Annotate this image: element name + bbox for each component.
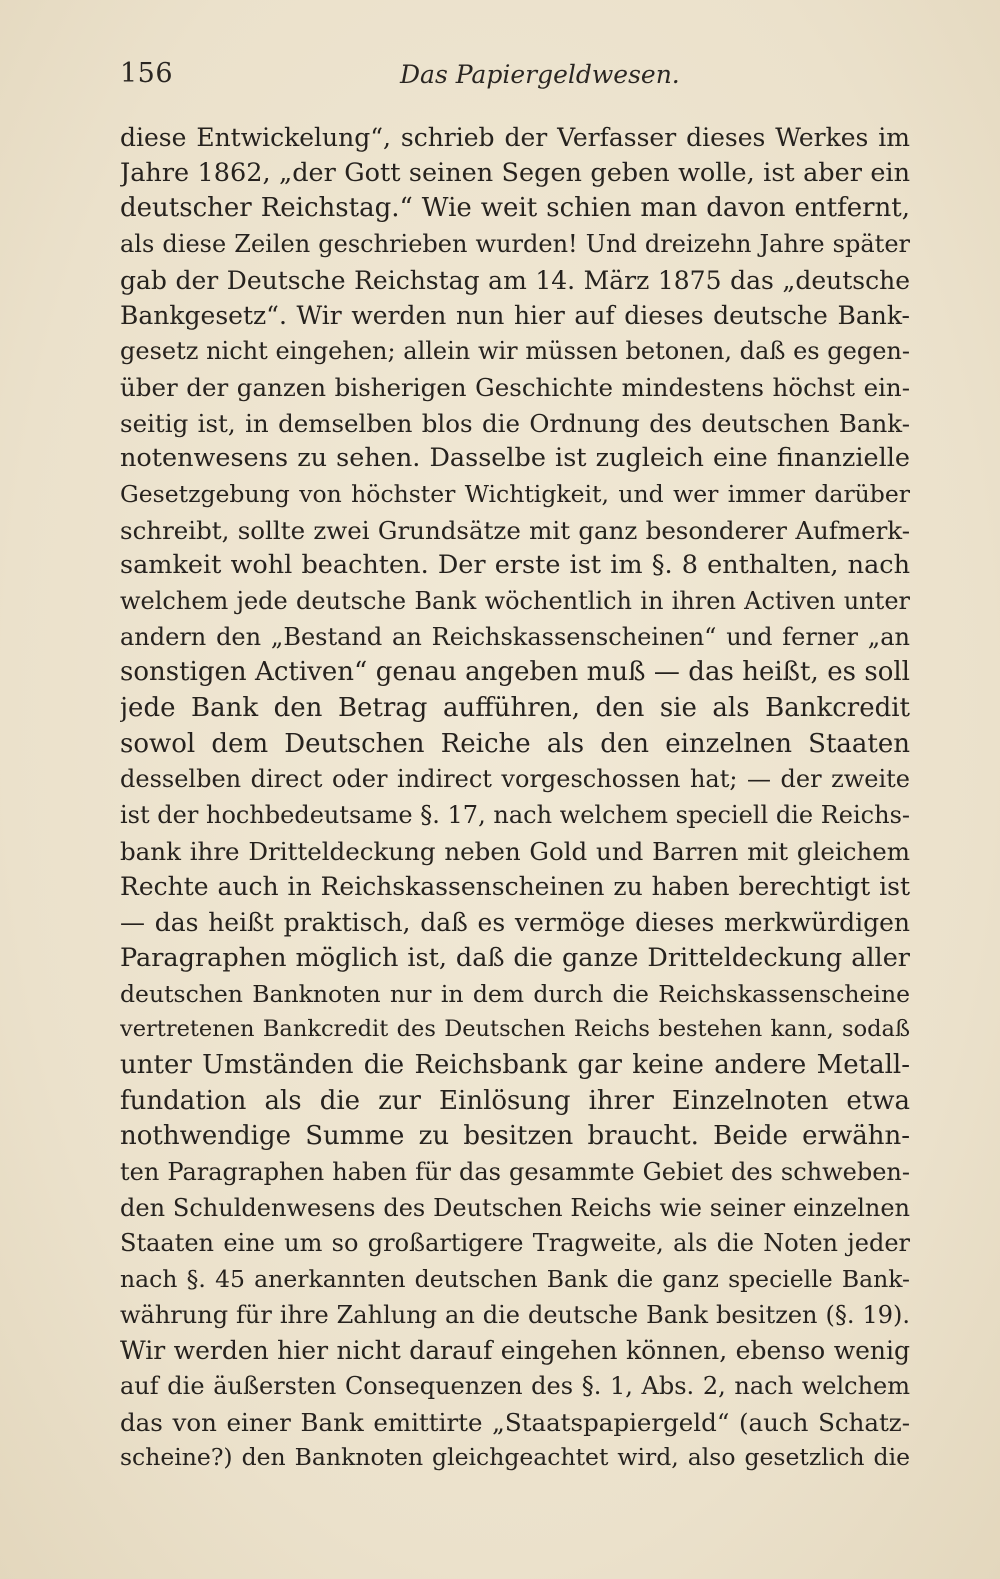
text-line: nothwendige Summe zu besitzen braucht. Beide erwähn- — [120, 1121, 910, 1152]
text-line: desselben direct oder indirect vorgeschossen hat; — der zweite — [120, 765, 910, 794]
text-line: diese Entwickelung“, schrieb der Verfasser dieses Werkes im — [120, 123, 910, 152]
text-line: gesetz nicht eingehen; allein wir müssen betonen, daß es gegen- — [120, 337, 910, 366]
text-line: den Schuldenwesens des Deutschen Reichs wie seiner einzelnen — [120, 1193, 910, 1222]
text-line: andern den „Bestand an Reichskassenscheinen“ und ferner „an — [120, 622, 910, 651]
text-line: das von einer Bank emittirte „Staatspapiergeld“ (auch Schatz- — [120, 1407, 910, 1437]
text-line: Paragraphen möglich ist, daß die ganze Dritteldeckung aller — [120, 942, 910, 973]
running-head: Das Papiergeldwesen. — [400, 60, 680, 89]
text-line: samkeit wohl beachten. Der erste ist im §. 8 enthalten, nach — [120, 550, 910, 581]
text-line: schreibt, sollte zwei Grundsätze mit ganz besonderer Aufmerk- — [120, 515, 910, 545]
text-line: vertretenen Bankcredit des Deutschen Reichs bestehen kann, sodaß — [120, 1016, 910, 1043]
text-line: Bankgesetz“. Wir werden nun hier auf dieses deutsche Bank- — [120, 301, 910, 331]
text-line: gab der Deutsche Reichstag am 14. März 1875 das „deutsche — [120, 265, 910, 295]
text-line: scheine?) den Banknoten gleichgeachtet wird, also gesetzlich die — [120, 1443, 910, 1472]
text-line: seitig ist, in demselben blos die Ordnung des deutschen Bank- — [120, 408, 910, 438]
text-line: deutscher Reichstag.“ Wie weit schien man davon entfernt, — [120, 193, 910, 224]
text-line: Wir werden hier nicht darauf eingehen können, ebenso wenig — [120, 1336, 910, 1366]
text-line: unter Umständen die Reichsbank gar keine andere Metall- — [120, 1049, 910, 1080]
text-line: Jahre 1862, „der Gott seinen Segen geben wolle, ist aber ein — [120, 157, 910, 188]
text-line: jede Bank den Betrag aufführen, den sie als Bankcredit — [120, 693, 910, 723]
text-line: bank ihre Dritteldeckung neben Gold und Barren mit gleichem — [120, 836, 910, 866]
page-number: 156 — [120, 58, 174, 89]
text-line: welchem jede deutsche Bank wöchentlich in ihren Activen unter — [120, 586, 910, 615]
body-text — [120, 120, 910, 1476]
text-line: ten Paragraphen haben für das gesammte Gebiet des schweben- — [120, 1157, 910, 1186]
text-line: als diese Zeilen geschrieben wurden! Und dreizehn Jahre später — [120, 230, 910, 259]
text-line: Gesetzgebung von höchster Wichtigkeit, und wer immer darüber — [120, 479, 910, 508]
text-line: notenwesens zu sehen. Dasselbe ist zugleich eine finanzielle — [120, 443, 910, 474]
text-line: auf die äußersten Consequenzen des §. 1, Abs. 2, nach welchem — [120, 1372, 910, 1401]
text-line: sowol dem Deutschen Reiche als den einzelnen Staaten — [120, 728, 910, 759]
text-line: ist der hochbedeutsame §. 17, nach welchem speciell die Reichs- — [120, 801, 910, 830]
text-line: fundation als die zur Einlösung ihrer Einzelnoten etwa — [120, 1085, 910, 1116]
text-line: Staaten eine um so großartigere Tragweite, als die Noten jeder — [120, 1229, 910, 1258]
text-line: deutschen Banknoten nur in dem durch die Reichskassenscheine — [120, 979, 910, 1008]
text-line: sonstigen Activen“ genau angeben muß — das heißt, es soll — [120, 657, 910, 688]
text-line: nach §. 45 anerkannten deutschen Bank die ganz specielle Bank- — [120, 1265, 910, 1293]
page-header — [120, 58, 910, 98]
text-line: währung für ihre Zahlung an die deutsche Bank besitzen (§. 19). — [120, 1300, 910, 1329]
text-line: — das heißt praktisch, daß es vermöge dieses merkwürdigen — [120, 908, 910, 938]
text-line: über der ganzen bisherigen Geschichte mindestens höchst ein- — [120, 372, 910, 402]
text-line: Rechte auch in Reichskassenscheinen zu haben berechtigt ist — [120, 872, 910, 902]
